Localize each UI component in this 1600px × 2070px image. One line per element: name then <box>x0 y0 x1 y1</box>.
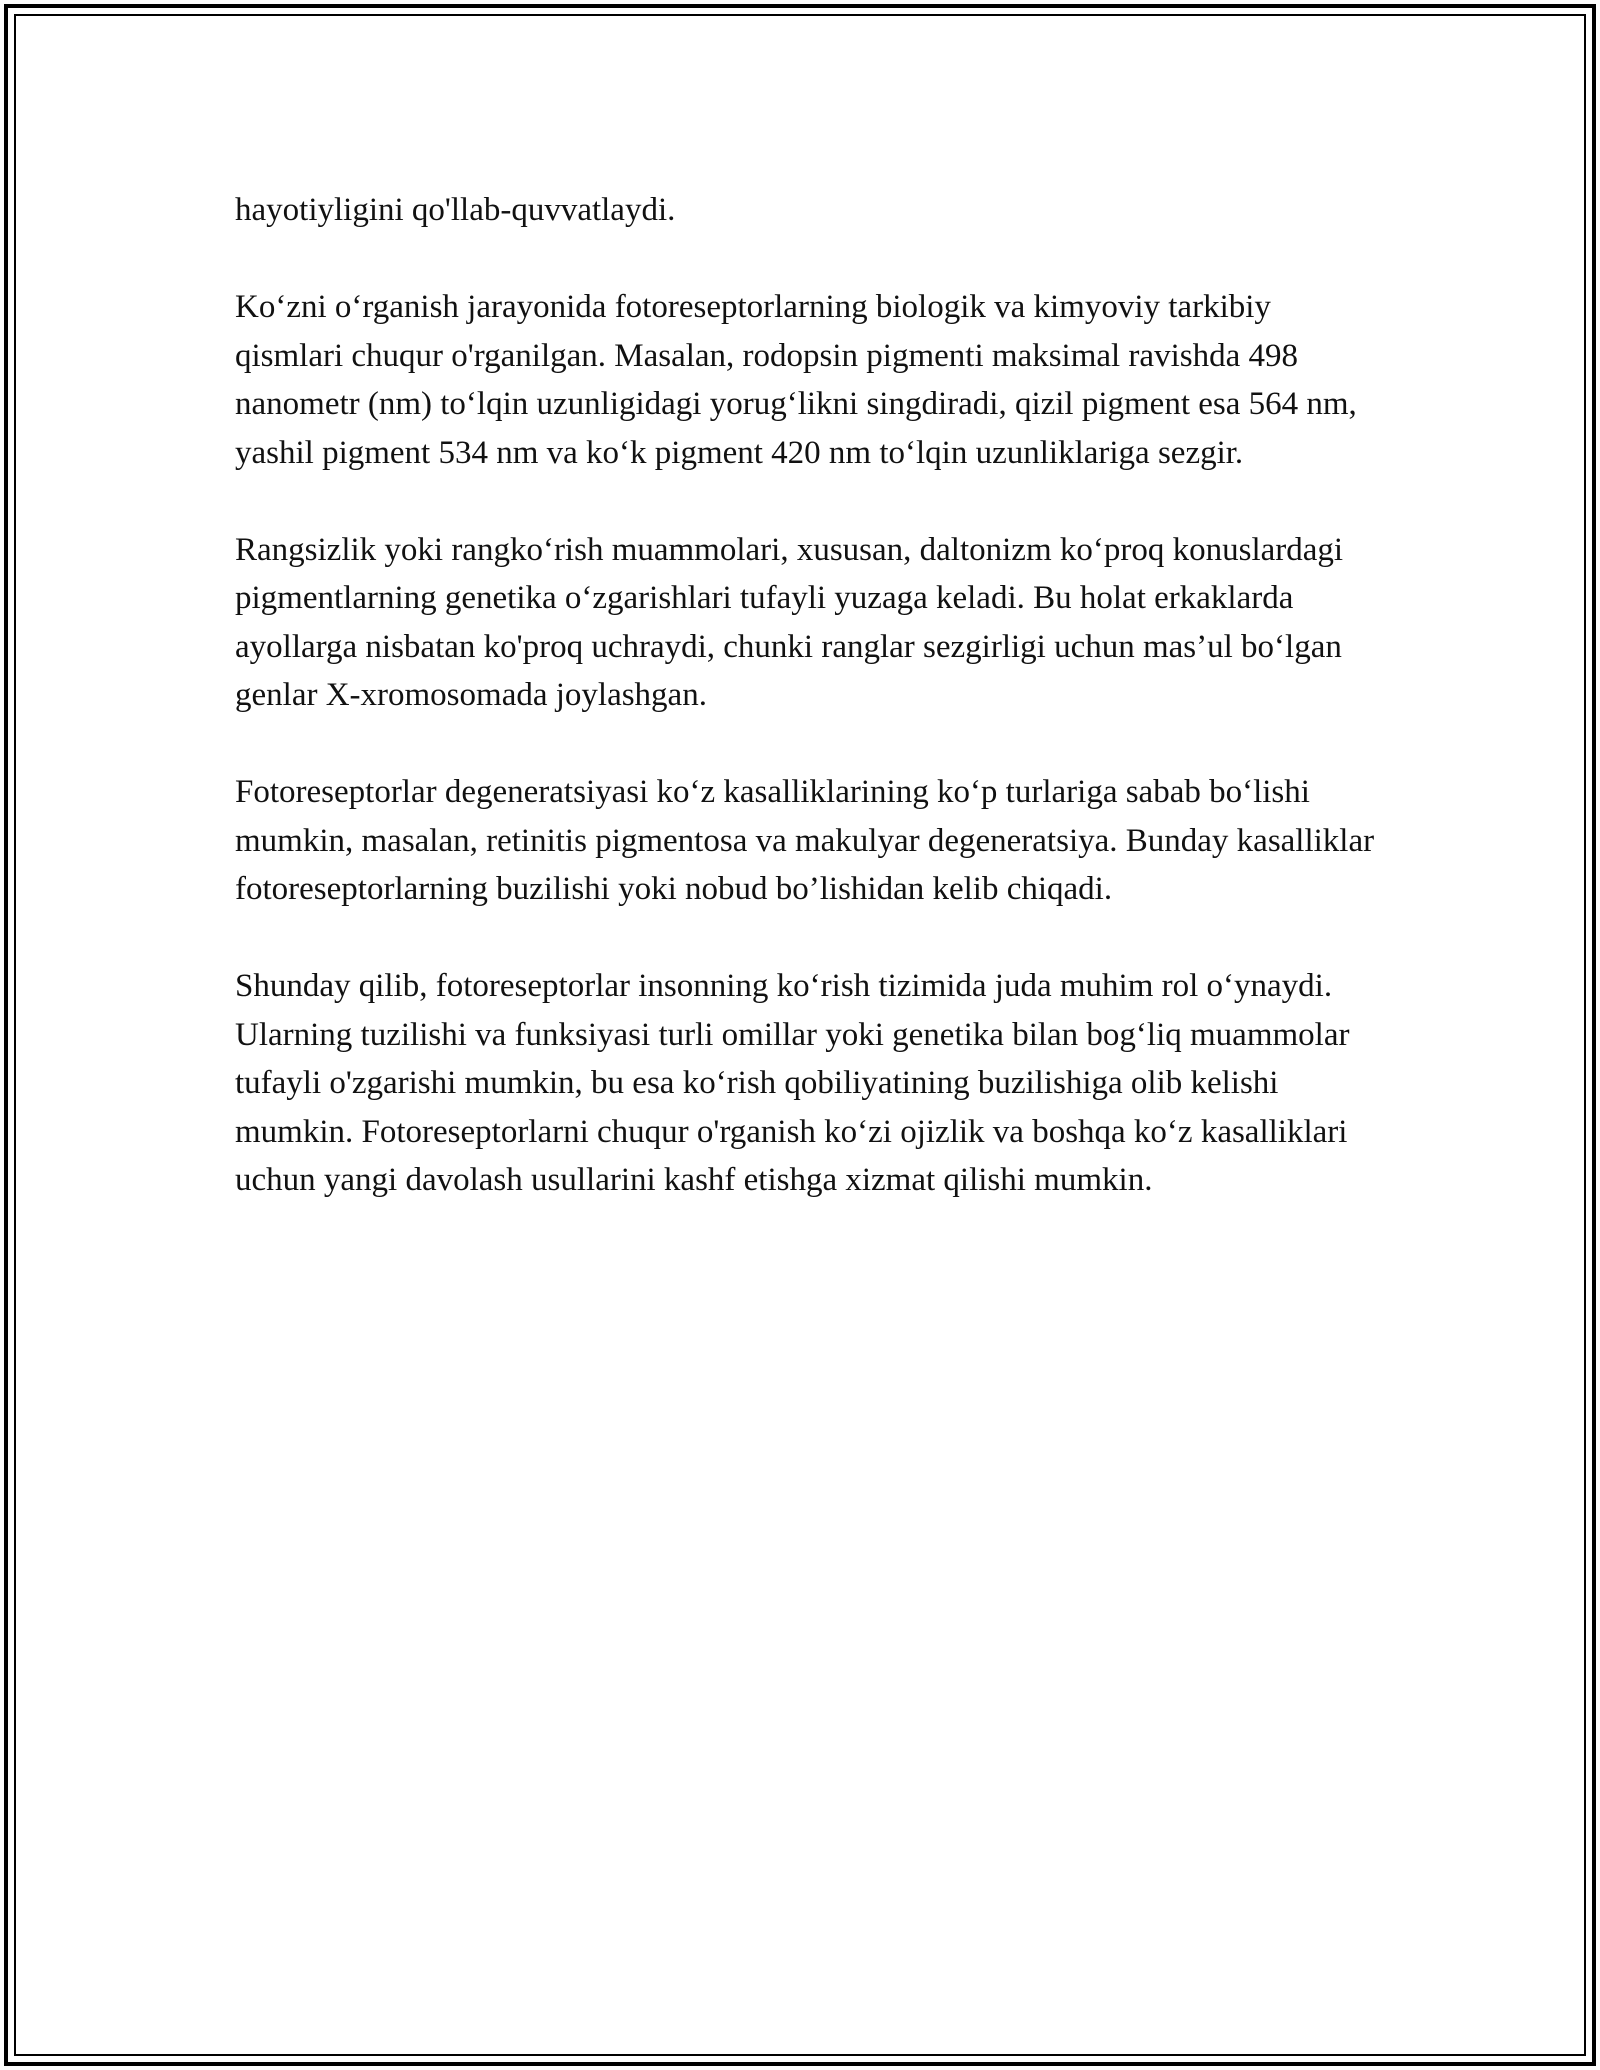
paragraph-3: Rangsizlik yoki rangko‘rish muammolari, xususan, daltonizm ko‘proq konuslardagi pigmentlarning genetika o‘zgarishlari tufayli yuzaga keladi. Bu holat erkaklarda ayollarga nisbatan ko'proq uchraydi, chunki ranglar sezgirligi uchun mas’ul bo‘lgan genlar X-xromosomada joylashgan. <box>235 531 1344 713</box>
paragraph-5: Shunday qilib, fotoreseptorlar insonning ko‘rish tizimida juda muhim rol o‘ynaydi. Ularning tuzilishi va funksiyasi turli omillar yoki genetika bilan bog‘liq muammolar tufayli o'zgarishi mumkin, bu esa ko‘rish qobiliyatining buzilishiga olib kelishi mumkin. Fotoreseptorlarni chuqur o'rganish ko‘zi ojizlik va boshqa ko‘z kasalliklari uchun yangi davolash usullarini kashf etishga xizmat qilishi mumkin. <box>235 968 1350 1198</box>
paragraph-4: Fotoreseptorlar degeneratsiyasi ko‘z kasalliklarining ko‘p turlariga sabab bo‘lishi mumkin, masalan, retinitis pigmentosa va makulyar degeneratsiya. Bunday kasalliklar fotoreseptorlarning buzilishi yoki nobud bo’lishidan kelib chiqadi. <box>235 774 1375 907</box>
document-body <box>235 186 1375 1253</box>
paragraph-2: Ko‘zni o‘rganish jarayonida fotoreseptorlarning biologik va kimyoviy tarkibiy qismlari chuqur o'rganilgan. Masalan, rodopsin pigmenti maksimal ravishda 498 nanometr (nm) to‘lqin uzunligidagi yorug‘likni singdiradi, qizil pigment esa 564 nm, yashil pigment 534 nm va ko‘k pigment 420 nm to‘lqin uzunliklariga sezgir. <box>235 289 1357 471</box>
paragraph-1: hayotiyligini qo'llab-quvvatlaydi. <box>235 192 676 228</box>
